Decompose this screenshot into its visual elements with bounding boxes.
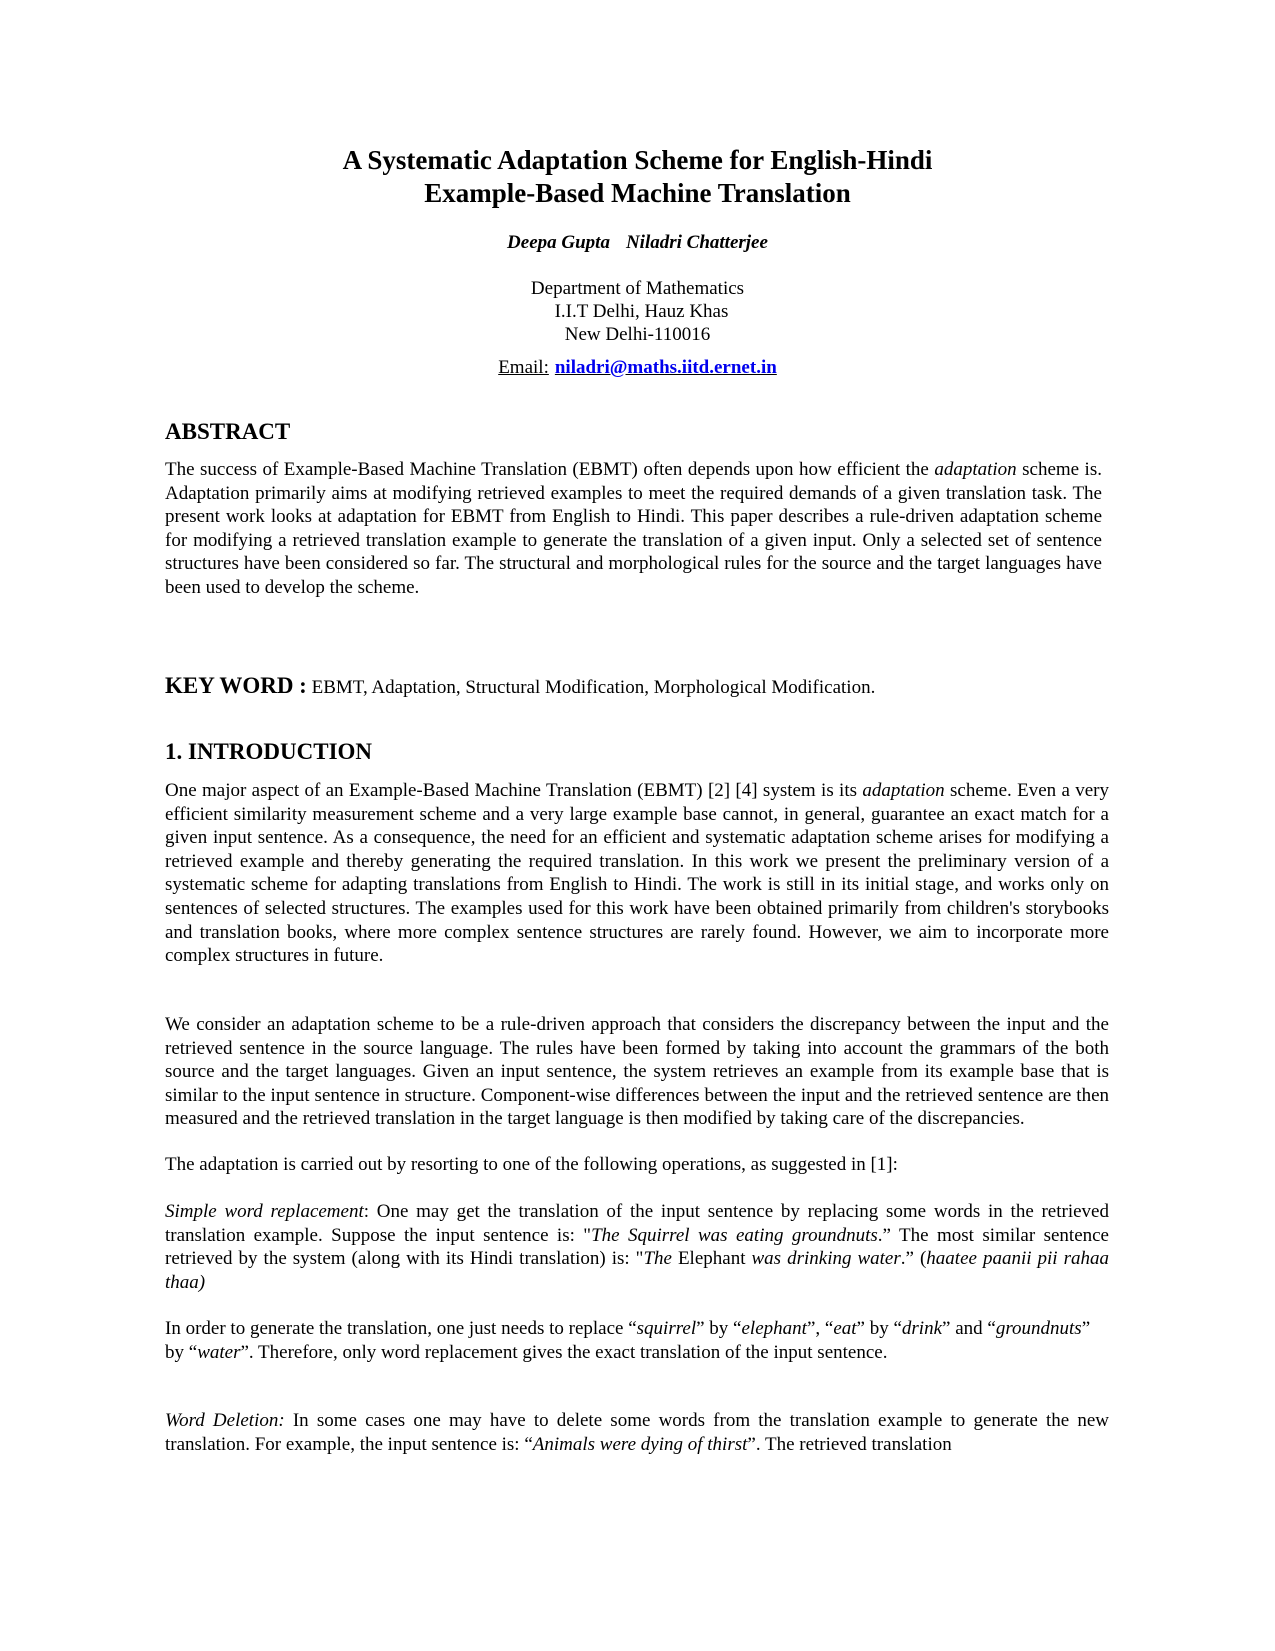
word-deletion-paragraph: Word Deletion: In some cases one may have to delete some words from the translation example to generate the new translation. For example, the input sentence is: “Animals were dying of thirst”. The retrieved translation [165,1410,1109,1455]
introduction-heading: 1. INTRODUCTION [165,739,373,764]
word-replacement-paragraph: Simple word replacement: One may get the translation of the input sentence by replacing some words in the retrieved translation example. Suppose the input sentence is: "The Squirrel was eating groundnuts.” The most similar sentence retrieved by the system (along with its Hindi translation) is: "The Elephant was drinking water.” (haatee paanii pii rahaa thaa) [165,1201,1109,1293]
email-label: Email: [498,357,549,378]
paper-title [0,144,1275,210]
intro-paragraph-3: The adaptation is carried out by resorting to one of the following operations, as suggested in [1]: [165,1154,898,1175]
affiliation-city: New Delhi-110016 [564,324,711,345]
keywords-label: KEY WORD : [165,673,307,698]
author-2: Niladri Chatterjee [625,232,768,253]
affiliation-institute: I.I.T Delhi, Hauz Khas [554,301,729,322]
keywords [165,672,875,702]
keywords-text: EBMT, Adaptation, Structural Modification, Morphological Modification. [306,677,876,698]
intro-paragraph-2: We consider an adaptation scheme to be a rule-driven approach that considers the discrepancy between the input and the retrieved sentence in the source language. The rules have been formed by taking into account the grammars of the both source and the target languages. Given an input sentence, the system retrieves an example from its example base that is similar to the input sentence in structure. Component-wise differences between the input and the retrieved sentence are then measured and the retrieved translation in the target language is then modified by taking care of the discrepancies. [165,1014,1109,1130]
email-link[interactable]: niladri@maths.iitd.ernet.in [554,357,777,378]
author-1: Deepa Gupta [507,232,610,253]
abstract-heading: ABSTRACT [165,419,291,444]
intro-paragraph-1: One major aspect of an Example-Based Machine Translation (EBMT) [2] [4] system is its adaptation scheme. Even a very efficient similarity measurement scheme and a very large example base cannot, in general, guarantee an exact match for a given input sentence. As a consequence, the need for an efficient and systematic adaptation scheme arises for modifying a retrieved example and thereby generating the required translation. In this work we present the preliminary version of a systematic scheme for adapting translations from English to Hindi. The work is still in its initial stage, and works only on sentences of selected structures. The examples used for this work have been obtained primarily from children's storybooks and translation books, where more complex sentence structures are rarely found. However, we aim to incorporate more complex structures in future. [165,780,1109,967]
replacement-example-paragraph: In order to generate the translation, one just needs to replace “squirrel” by “elephant”, “eat” by “drink” and “groundnuts” by “water”. Therefore, only word replacement gives the exact translation of the input sentence. [165,1318,1091,1363]
affiliation-department: Department of Mathematics [530,278,745,299]
email-line [0,356,1275,379]
title-line-1: A Systematic Adaptation Scheme for English-Hindi [342,145,933,175]
title-line-2: Example-Based Machine Translation [424,178,851,208]
abstract-text: The success of Example-Based Machine Translation (EBMT) often depends upon how efficient the adaptation scheme is. Adaptation primarily aims at modifying retrieved examples to meet the required demands of a given translation task. The present work looks at adaptation for EBMT from English to Hindi. This paper describes a rule-driven adaptation scheme for modifying a retrieved translation example to generate the translation of a given input. Only a selected set of sentence structures have been considered so far. The structural and morphological rules for the source and the target languages have been used to develop the scheme. [165,459,1102,598]
author-list [0,232,1275,254]
affiliation [0,277,1275,346]
